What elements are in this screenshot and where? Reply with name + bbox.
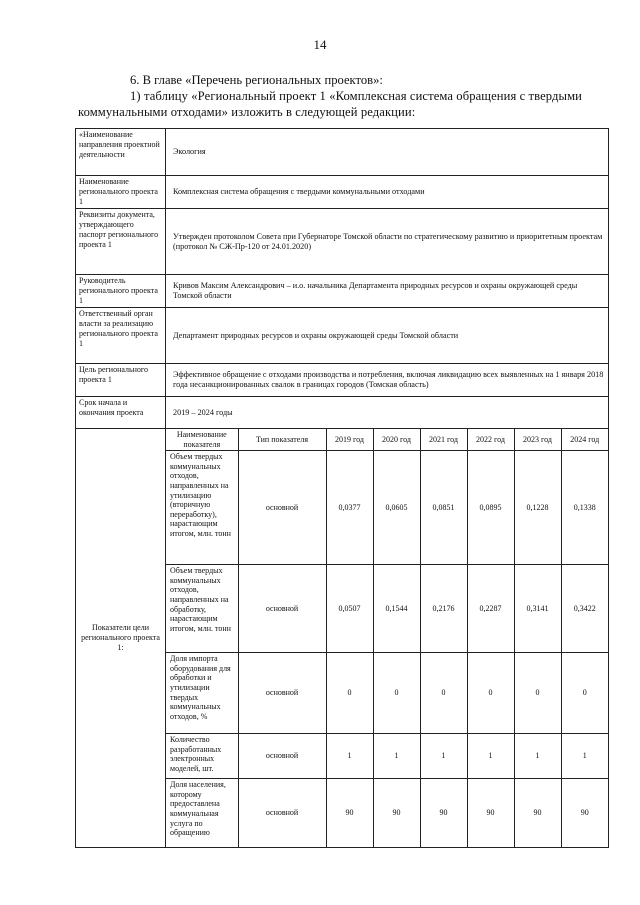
row-value: Кривов Максим Александрович – и.о. начальника Департамента природных ресурсов и охраны окружающей среды Томской области <box>166 275 609 308</box>
header-cell: 2020 год <box>373 429 420 451</box>
row-label: Руководитель регионального проекта 1 <box>76 275 166 308</box>
indicator-value: 0,1338 <box>561 451 608 565</box>
indicator-value: 1 <box>561 734 608 779</box>
header-cell: Наименование показателя <box>166 429 238 451</box>
indicator-value: 1 <box>467 734 514 779</box>
indicator-row <box>166 565 608 653</box>
intro-text <box>78 72 608 120</box>
indicator-value: 0,1544 <box>373 565 420 653</box>
indicator-value: 0,0605 <box>373 451 420 565</box>
header-cell: Тип показателя <box>238 429 326 451</box>
header-cell: 2019 год <box>326 429 373 451</box>
header-cell: 2022 год <box>467 429 514 451</box>
table-row <box>76 364 609 397</box>
indicators-section-label: Показатели цели регионального проекта 1: <box>76 429 166 848</box>
indicator-value: 0 <box>514 653 561 734</box>
indicator-name: Количество разработанных электронных моделей, шт. <box>166 734 238 779</box>
row-label: Наименование регионального проекта 1 <box>76 176 166 209</box>
indicator-value: 1 <box>514 734 561 779</box>
row-value: Эффективное обращение с отходами производства и потребления, включая ликвидацию всех выявленных на 1 января 2018 года несанкционированных свалок в границах городов (Томская область) <box>166 364 609 397</box>
indicator-value: 0,2287 <box>467 565 514 653</box>
row-label: Срок начала и окончания проекта <box>76 397 166 429</box>
indicator-row <box>166 451 608 565</box>
indicators-table <box>166 429 608 847</box>
indicator-value: 0,3422 <box>561 565 608 653</box>
intro-line-1: 6. В главе «Перечень региональных проектов»: <box>130 73 383 87</box>
indicator-row <box>166 653 608 734</box>
table-row <box>76 397 609 429</box>
row-label: «Наименование направления проектной деятельности <box>76 129 166 176</box>
indicator-name: Доля импорта оборудования для обработки и утилизации твердых коммунальных отходов, % <box>166 653 238 734</box>
indicator-type: основной <box>238 565 326 653</box>
table-row <box>76 176 609 209</box>
indicator-row <box>166 734 608 779</box>
indicator-type: основной <box>238 451 326 565</box>
indicator-row <box>166 779 608 847</box>
indicator-value: 0 <box>420 653 467 734</box>
indicator-name: Объем твердых коммунальных отходов, направленных на утилизацию (вторичную переработку), нарастающим итогом, млн. тонн <box>166 451 238 565</box>
header-cell: 2023 год <box>514 429 561 451</box>
row-value: Утвержден протоколом Совета при Губернаторе Томской области по стратегическому развитию и приоритетным проектам (протокол № СЖ-Пр-120 от 24.01.2020) <box>166 209 609 275</box>
regional-project-table <box>75 128 609 848</box>
indicator-value: 90 <box>514 779 561 847</box>
indicators-row <box>76 429 609 848</box>
row-value: Департамент природных ресурсов и охраны окружающей среды Томской области <box>166 308 609 364</box>
indicator-value: 1 <box>373 734 420 779</box>
page-number: 14 <box>313 37 327 52</box>
table-row <box>76 275 609 308</box>
row-value: Комплексная система обращения с твердыми коммунальными отходами <box>166 176 609 209</box>
indicator-value: 0 <box>373 653 420 734</box>
table-row <box>76 209 609 275</box>
table-row <box>76 308 609 364</box>
header-cell: 2024 год <box>561 429 608 451</box>
header-cell: 2021 год <box>420 429 467 451</box>
indicators-header-row <box>166 429 608 451</box>
indicator-value: 0,0895 <box>467 451 514 565</box>
indicator-value: 0,1228 <box>514 451 561 565</box>
indicator-value: 90 <box>467 779 514 847</box>
intro-line-2: 1) таблицу «Региональный проект 1 «Комплексная система обращения с твердыми коммунальными отходами» изложить в следующей редакции: <box>78 89 583 119</box>
indicator-value: 0,0851 <box>420 451 467 565</box>
indicators-cell <box>166 429 609 848</box>
row-label: Реквизиты документа, утверждающего паспорт регионального проекта 1 <box>76 209 166 275</box>
indicator-type: основной <box>238 779 326 847</box>
indicator-value: 0 <box>467 653 514 734</box>
indicator-value: 90 <box>373 779 420 847</box>
row-label: Ответственный орган власти за реализацию регионального проекта 1 <box>76 308 166 364</box>
indicator-value: 0,0507 <box>326 565 373 653</box>
indicator-value: 1 <box>420 734 467 779</box>
indicator-type: основной <box>238 734 326 779</box>
indicator-value: 1 <box>326 734 373 779</box>
indicator-value: 0 <box>326 653 373 734</box>
indicator-value: 0,0377 <box>326 451 373 565</box>
row-value: Экология <box>166 129 609 176</box>
indicator-name: Доля населения, которому предоставлена коммунальная услуга по обращению <box>166 779 238 847</box>
row-label: Цель регионального проекта 1 <box>76 364 166 397</box>
table-row <box>76 129 609 176</box>
indicator-value: 0,2176 <box>420 565 467 653</box>
indicator-value: 0 <box>561 653 608 734</box>
indicator-value: 90 <box>326 779 373 847</box>
indicator-type: основной <box>238 653 326 734</box>
indicator-value: 0,3141 <box>514 565 561 653</box>
indicator-value: 90 <box>561 779 608 847</box>
row-value: 2019 – 2024 годы <box>166 397 609 429</box>
indicator-value: 90 <box>420 779 467 847</box>
indicator-name: Объем твердых коммунальных отходов, направленных на обработку, нарастающим итогом, млн. тонн <box>166 565 238 653</box>
